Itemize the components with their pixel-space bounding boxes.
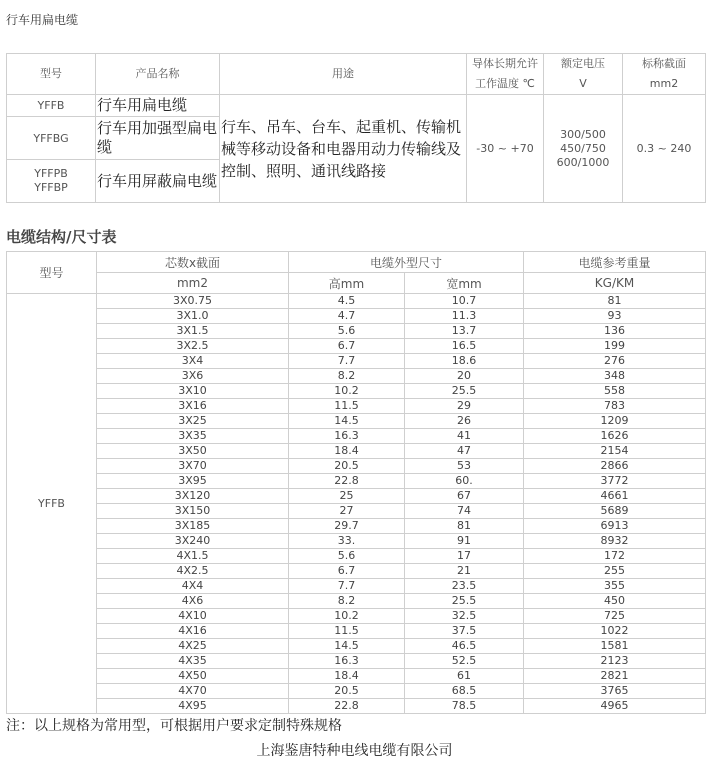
cell-width: 16.5 xyxy=(405,339,524,354)
cell-width: 53 xyxy=(405,459,524,474)
cell-weight: 136 xyxy=(524,324,706,339)
cell-spec: 3X10 xyxy=(97,384,289,399)
cell-height: 18.4 xyxy=(289,444,405,459)
table-row xyxy=(7,474,706,489)
spec-product-name: 行车用加强型扁电缆 xyxy=(96,117,220,160)
cell-weight: 558 xyxy=(524,384,706,399)
cell-spec: 4X16 xyxy=(97,624,289,639)
cell-weight: 3772 xyxy=(524,474,706,489)
cell-weight: 93 xyxy=(524,309,706,324)
cell-weight: 4965 xyxy=(524,699,706,714)
cell-height: 20.5 xyxy=(289,459,405,474)
cell-weight: 2866 xyxy=(524,459,706,474)
cell-height: 16.3 xyxy=(289,654,405,669)
cell-height: 5.6 xyxy=(289,549,405,564)
cell-width: 61 xyxy=(405,669,524,684)
footnote: 注：以上规格为常用型，可根据用户要求定制特殊规格 xyxy=(6,718,342,734)
header-outer-size: 电缆外型尺寸 xyxy=(289,252,524,273)
cell-weight: 3765 xyxy=(524,684,706,699)
table-row xyxy=(7,429,706,444)
table-row xyxy=(7,489,706,504)
cell-height: 33. xyxy=(289,534,405,549)
header-temperature-line1: 导体长期允许 xyxy=(472,57,538,70)
voltage-value: 300/500 xyxy=(560,127,606,141)
cell-spec: 3X70 xyxy=(97,459,289,474)
cell-spec: 3X240 xyxy=(97,534,289,549)
header-cores: 芯数x截面 xyxy=(97,252,289,273)
cell-width: 81 xyxy=(405,519,524,534)
dim-table-body xyxy=(7,294,706,714)
cell-height: 6.7 xyxy=(289,564,405,579)
header-width: 宽mm xyxy=(405,273,524,294)
cell-weight: 4661 xyxy=(524,489,706,504)
cell-height: 25 xyxy=(289,489,405,504)
cell-width: 41 xyxy=(405,429,524,444)
cell-height: 22.8 xyxy=(289,699,405,714)
cell-weight: 255 xyxy=(524,564,706,579)
cell-spec: 3X50 xyxy=(97,444,289,459)
cell-height: 10.2 xyxy=(289,609,405,624)
cell-weight: 199 xyxy=(524,339,706,354)
spec-temperature: -30 ~ +70 xyxy=(467,95,544,203)
table-row xyxy=(7,594,706,609)
cell-height: 14.5 xyxy=(289,414,405,429)
cell-spec: 3X0.75 xyxy=(97,294,289,309)
table-row xyxy=(7,564,706,579)
spec-model: YFFBG xyxy=(7,117,96,160)
cell-weight: 172 xyxy=(524,549,706,564)
header-section-line1: 标称截面 xyxy=(642,57,686,70)
cell-weight: 6913 xyxy=(524,519,706,534)
cell-height: 11.5 xyxy=(289,399,405,414)
cell-weight: 2123 xyxy=(524,654,706,669)
cell-spec: 3X1.0 xyxy=(97,309,289,324)
cell-height: 7.7 xyxy=(289,354,405,369)
spec-product-name: 行车用屏蔽扁电缆 xyxy=(96,160,220,203)
cell-height: 10.2 xyxy=(289,384,405,399)
voltage-value: 450/750 xyxy=(560,141,606,155)
spec-model: YFFB xyxy=(7,95,96,117)
spec-header-row xyxy=(7,54,706,95)
page-title: 行车用扁电缆 xyxy=(6,13,79,27)
table-row xyxy=(7,654,706,669)
spec-model-line: YFFBP xyxy=(34,181,68,194)
spec-model-line: YFFPB xyxy=(34,167,68,180)
cell-spec: 4X1.5 xyxy=(97,549,289,564)
table-row xyxy=(7,504,706,519)
cell-spec: 3X25 xyxy=(97,414,289,429)
cell-spec: 4X6 xyxy=(97,594,289,609)
header-temperature xyxy=(467,54,544,95)
header-weight: 电缆参考重量 xyxy=(524,252,706,273)
cell-spec: 3X35 xyxy=(97,429,289,444)
cell-width: 52.5 xyxy=(405,654,524,669)
cell-spec: 4X95 xyxy=(97,699,289,714)
cell-spec: 4X70 xyxy=(97,684,289,699)
table-row xyxy=(7,459,706,474)
dimension-table xyxy=(6,251,706,714)
cell-width: 26 xyxy=(405,414,524,429)
cell-weight: 2154 xyxy=(524,444,706,459)
cell-spec: 4X4 xyxy=(97,579,289,594)
cell-spec: 3X150 xyxy=(97,504,289,519)
cell-weight: 1581 xyxy=(524,639,706,654)
cell-weight: 276 xyxy=(524,354,706,369)
header-voltage xyxy=(544,54,623,95)
cell-weight: 450 xyxy=(524,594,706,609)
cell-model: YFFB xyxy=(7,294,97,714)
cell-width: 60. xyxy=(405,474,524,489)
header-cores-unit: mm2 xyxy=(97,273,289,294)
cell-width: 29 xyxy=(405,399,524,414)
cell-width: 74 xyxy=(405,504,524,519)
cell-height: 6.7 xyxy=(289,339,405,354)
cell-spec: 3X4 xyxy=(97,354,289,369)
cell-spec: 3X6 xyxy=(97,369,289,384)
table-row xyxy=(7,609,706,624)
cell-width: 68.5 xyxy=(405,684,524,699)
header-voltage-line1: 额定电压 xyxy=(561,57,605,70)
table-row xyxy=(7,519,706,534)
cell-width: 47 xyxy=(405,444,524,459)
cell-height: 20.5 xyxy=(289,684,405,699)
cell-weight: 1209 xyxy=(524,414,706,429)
cell-weight: 725 xyxy=(524,609,706,624)
table-row xyxy=(7,414,706,429)
spec-section: 0.3 ~ 240 xyxy=(623,95,706,203)
header-model: 型号 xyxy=(7,252,97,294)
cell-width: 25.5 xyxy=(405,594,524,609)
cell-spec: 4X25 xyxy=(97,639,289,654)
spec-voltage xyxy=(544,95,623,203)
cell-spec: 3X185 xyxy=(97,519,289,534)
table-row xyxy=(7,294,706,309)
company-name: 上海鉴唐特种电线电缆有限公司 xyxy=(256,743,453,759)
header-product-name: 产品名称 xyxy=(96,54,220,95)
header-usage: 用途 xyxy=(220,54,467,95)
cell-spec: 3X120 xyxy=(97,489,289,504)
header-height: 高mm xyxy=(289,273,405,294)
cell-spec: 3X95 xyxy=(97,474,289,489)
cell-width: 91 xyxy=(405,534,524,549)
table-row xyxy=(7,369,706,384)
cell-spec: 3X16 xyxy=(97,399,289,414)
section-title: 电缆结构/尺寸表 xyxy=(6,228,117,246)
cell-width: 13.7 xyxy=(405,324,524,339)
table-row xyxy=(7,699,706,714)
cell-height: 29.7 xyxy=(289,519,405,534)
cell-weight: 5689 xyxy=(524,504,706,519)
cell-spec: 3X2.5 xyxy=(97,339,289,354)
cell-width: 37.5 xyxy=(405,624,524,639)
cell-width: 20 xyxy=(405,369,524,384)
header-weight-unit: KG/KM xyxy=(524,273,706,294)
cell-weight: 348 xyxy=(524,369,706,384)
table-row xyxy=(7,579,706,594)
cell-height: 11.5 xyxy=(289,624,405,639)
cell-width: 25.5 xyxy=(405,384,524,399)
table-row xyxy=(7,324,706,339)
cell-width: 32.5 xyxy=(405,609,524,624)
header-voltage-line2: V xyxy=(579,77,587,90)
cell-height: 16.3 xyxy=(289,429,405,444)
table-row xyxy=(7,549,706,564)
cell-weight: 1022 xyxy=(524,624,706,639)
table-row xyxy=(7,669,706,684)
spec-model xyxy=(7,160,96,203)
cell-width: 17 xyxy=(405,549,524,564)
cell-height: 8.2 xyxy=(289,369,405,384)
cell-height: 27 xyxy=(289,504,405,519)
cell-spec: 4X2.5 xyxy=(97,564,289,579)
cell-height: 14.5 xyxy=(289,639,405,654)
cell-height: 22.8 xyxy=(289,474,405,489)
cell-height: 18.4 xyxy=(289,669,405,684)
cell-spec: 3X1.5 xyxy=(97,324,289,339)
table-row xyxy=(7,339,706,354)
cell-height: 7.7 xyxy=(289,579,405,594)
cell-spec: 4X50 xyxy=(97,669,289,684)
header-temperature-line2: 工作温度 ℃ xyxy=(475,77,535,90)
spec-row xyxy=(7,95,706,117)
cell-width: 46.5 xyxy=(405,639,524,654)
cell-height: 8.2 xyxy=(289,594,405,609)
table-row xyxy=(7,624,706,639)
cell-weight: 2821 xyxy=(524,669,706,684)
spec-product-name: 行车用扁电缆 xyxy=(96,95,220,117)
cell-width: 10.7 xyxy=(405,294,524,309)
spec-usage: 行车、吊车、台车、起重机、传输机械等移动设备和电器用动力传输线及控制、照明、通讯线路接 xyxy=(220,95,467,203)
cell-width: 78.5 xyxy=(405,699,524,714)
cell-weight: 355 xyxy=(524,579,706,594)
table-row xyxy=(7,354,706,369)
product-spec-table xyxy=(6,53,706,203)
cell-weight: 8932 xyxy=(524,534,706,549)
table-row xyxy=(7,399,706,414)
voltage-value: 600/1000 xyxy=(556,155,610,169)
header-section-line2: mm2 xyxy=(649,77,679,90)
cell-weight: 81 xyxy=(524,294,706,309)
cell-height: 4.7 xyxy=(289,309,405,324)
cell-width: 67 xyxy=(405,489,524,504)
table-row xyxy=(7,444,706,459)
cell-spec: 4X35 xyxy=(97,654,289,669)
table-row xyxy=(7,639,706,654)
cell-weight: 1626 xyxy=(524,429,706,444)
dim-header-row xyxy=(7,273,706,294)
cell-width: 18.6 xyxy=(405,354,524,369)
cell-height: 5.6 xyxy=(289,324,405,339)
table-row xyxy=(7,309,706,324)
cell-spec: 4X10 xyxy=(97,609,289,624)
dim-header-row xyxy=(7,252,706,273)
table-row xyxy=(7,534,706,549)
cell-width: 23.5 xyxy=(405,579,524,594)
cell-width: 11.3 xyxy=(405,309,524,324)
header-section xyxy=(623,54,706,95)
table-row xyxy=(7,684,706,699)
cell-weight: 783 xyxy=(524,399,706,414)
table-row xyxy=(7,384,706,399)
cell-width: 21 xyxy=(405,564,524,579)
cell-height: 4.5 xyxy=(289,294,405,309)
header-model: 型号 xyxy=(7,54,96,95)
